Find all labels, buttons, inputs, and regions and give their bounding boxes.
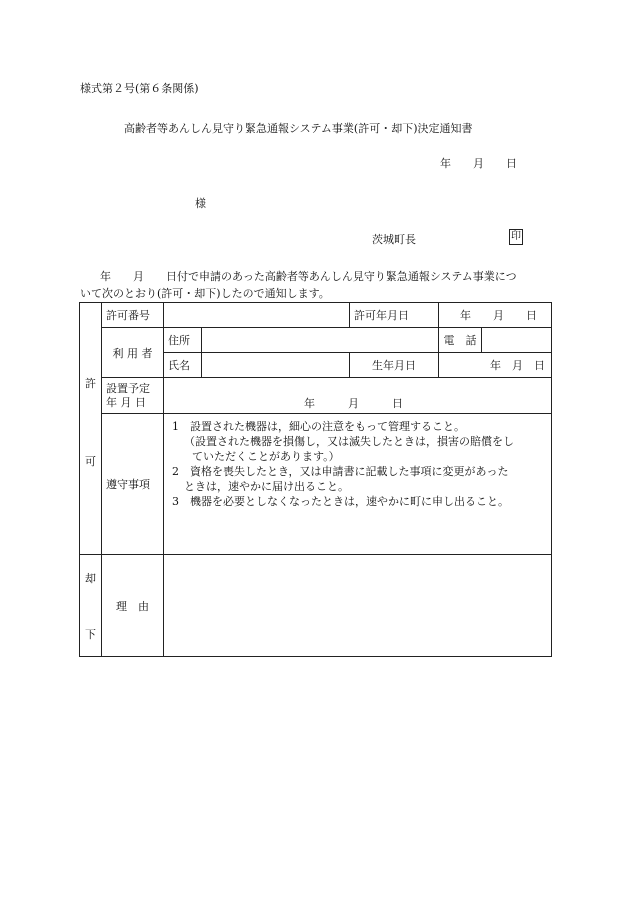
name-value[interactable] bbox=[202, 353, 350, 378]
address-label: 住所 bbox=[164, 328, 202, 353]
reject-char-2: 下 bbox=[85, 627, 96, 641]
rule-item: ときは，速やかに届け出ること。 bbox=[184, 480, 349, 493]
rules-label: 遵守事項 bbox=[102, 414, 164, 555]
permit-date-label: 許可年月日 bbox=[350, 303, 439, 328]
reason-value[interactable] bbox=[164, 555, 552, 657]
rule-item: ていただくことがあります。） bbox=[192, 450, 340, 463]
reject-char-1: 却 bbox=[85, 571, 96, 585]
permit-section-label bbox=[80, 303, 102, 555]
birth-date-label: 生年月日 bbox=[350, 353, 439, 378]
intro-text bbox=[80, 268, 540, 302]
permit-number-value[interactable] bbox=[164, 303, 350, 328]
phone-label: 電 話 bbox=[439, 328, 482, 353]
intro-line-1: 年 月 日付で申請のあった高齢者等あんしん見守り緊急通報システム事業につ bbox=[100, 270, 517, 283]
rule-item: 2 資格を喪失したとき，又は申請書に記載した事項に変更があった bbox=[172, 465, 509, 478]
rules-list bbox=[164, 414, 552, 555]
install-date-label bbox=[102, 378, 164, 414]
decision-table bbox=[79, 302, 552, 657]
permit-char-1: 許 bbox=[85, 376, 96, 390]
install-date-label-line-2: 年 月 日 bbox=[106, 395, 146, 409]
form-number: 様式第２号(第６条関係) bbox=[80, 82, 199, 95]
addressee-suffix: 様 bbox=[195, 197, 206, 210]
reason-label: 理 由 bbox=[102, 555, 164, 657]
user-label: 利 用 者 bbox=[102, 328, 164, 378]
phone-value[interactable] bbox=[482, 328, 552, 353]
issuer: 茨城町長 bbox=[372, 233, 416, 246]
address-value[interactable] bbox=[202, 328, 439, 353]
birth-date-value[interactable]: 年 月 日 bbox=[439, 353, 552, 378]
rule-item: 1 設置された機器は，細心の注意をもって管理すること。 bbox=[172, 420, 465, 433]
permit-char-2: 可 bbox=[85, 454, 96, 468]
seal-mark: 印 bbox=[509, 229, 523, 245]
intro-line-2: いて次のとおり(許可・却下)したので通知します。 bbox=[80, 287, 330, 300]
install-date-value[interactable]: 年 月 日 bbox=[164, 378, 552, 414]
rule-item: 3 機器を必要としなくなったときは，速やかに町に申し出ること。 bbox=[172, 495, 509, 508]
permit-number-label: 許可番号 bbox=[102, 303, 164, 328]
permit-date-value[interactable]: 年 月 日 bbox=[439, 303, 552, 328]
rule-item: （設置された機器を損傷し，又は滅失したときは，損害の賠償をし bbox=[184, 435, 514, 448]
name-label: 氏名 bbox=[164, 353, 202, 378]
install-date-label-line-1: 設置予定 bbox=[106, 381, 150, 395]
reject-section-label bbox=[80, 555, 102, 657]
issue-date: 年 月 日 bbox=[440, 157, 517, 170]
document-title: 高齢者等あんしん見守り緊急通報システム事業(許可・却下)決定通知書 bbox=[124, 122, 473, 135]
